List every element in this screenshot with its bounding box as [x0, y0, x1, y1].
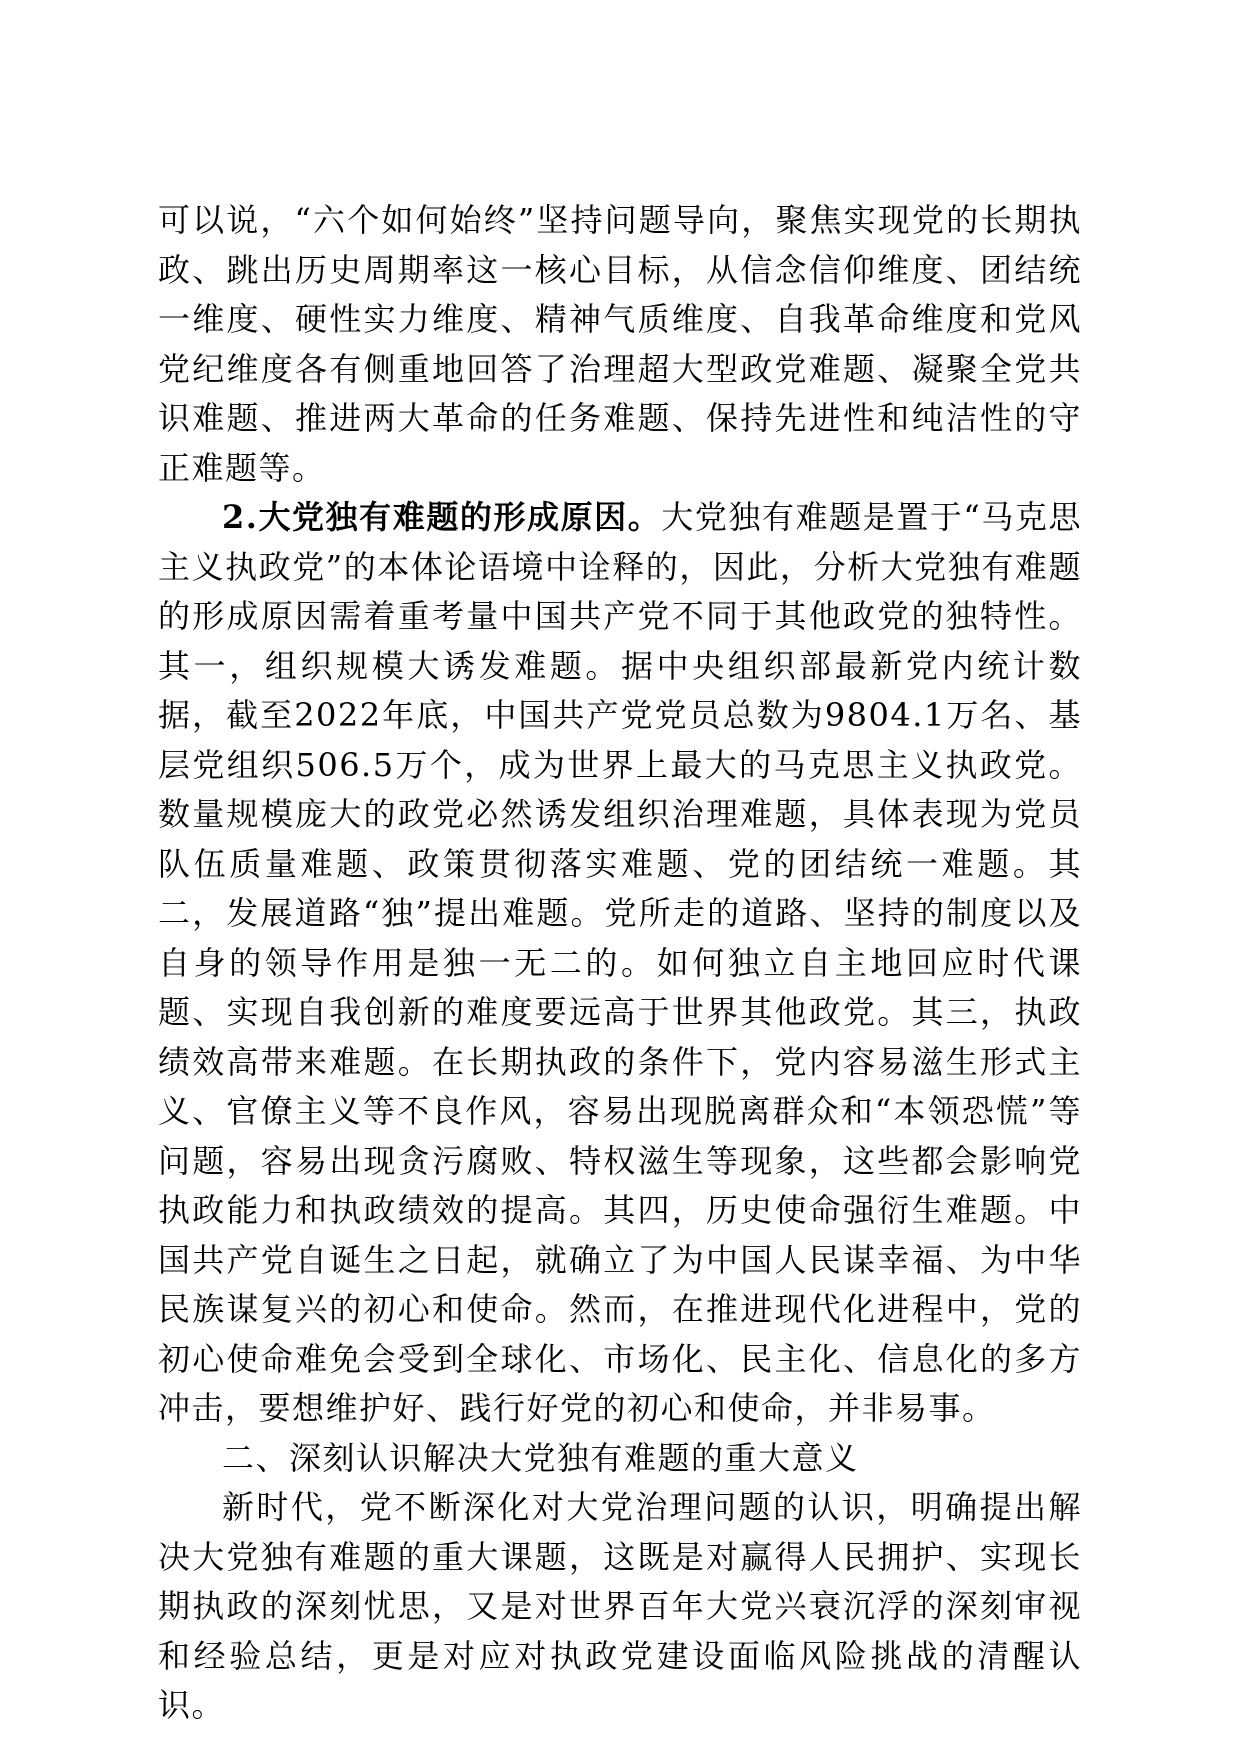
paragraph-significance: 新时代，党不断深化对大党治理问题的认识，明确提出解决大党独有难题的重大课题，这既是对赢得人民拥护、实现长期执政的深刻忧思，又是对世界百年大党兴衰沉浮的深刻审视和经验总结，更是对应对执政党建设面临风险挑战的清醒认识。 — [158, 1488, 1082, 1724]
paragraph-formation-causes — [158, 493, 1082, 1434]
paragraph-lead-title: 2.大党独有难题的形成原因。 — [222, 498, 662, 536]
paragraph-continuation: 可以说，“六个如何始终”坚持问题导向，聚焦实现党的长期执政、跳出历史周期率这一核心目标，从信念信仰维度、团结统一维度、硬性实力维度、精神气质维度、自我革命维度和党风党纪维度各有侧重地回答了治理超大型政党难题、凝聚全党共识难题、推进两大革命的任务难题、保持先进性和纯洁性的守正难题等。 — [158, 201, 1082, 487]
paragraph-body: 大党独有难题是置于“马克思主义执政党”的本体论语境中诠释的，因此，分析大党独有难题的形成原因需着重考量中国共产党不同于其他政党的独特性。其一，组织规模大诱发难题。据中央组织部最新党内统计数据，截至2022年底，中国共产党党员总数为9804.1万名、基层党组织506.5万个，成为世界上最大的马克思主义执政党。数量规模庞大的政党必然诱发组织治理难题，具体表现为党员队伍质量难题、政策贯彻落实难题、党的团结统一难题。其二，发展道路“独”提出难题。党所走的道路、坚持的制度以及自身的领导作用是独一无二的。如何独立自主地回应时代课题、实现自我创新的难度要远高于世界其他政党。其三，执政绩效高带来难题。在长期执政的条件下，党内容易滋生形式主义、官僚主义等不良作风，容易出现脱离群众和“本领恐慌”等问题，容易出现贪污腐败、特权滋生等现象，这些都会影响党执政能力和执政绩效的提高。其四，历史使命强衍生难题。中国共产党自诞生之日起，就确立了为中国人民谋幸福、为中华民族谋复兴的初心和使命。然而，在推进现代化进程中，党的初心使命难免会受到全球化、市场化、民主化、信息化的多方冲击，要想维护好、践行好党的初心和使命，并非易事。 — [158, 498, 1082, 1427]
section-heading: 二、深刻认识解决大党独有难题的重大意义 — [222, 1438, 859, 1477]
document-body — [158, 196, 1082, 1731]
